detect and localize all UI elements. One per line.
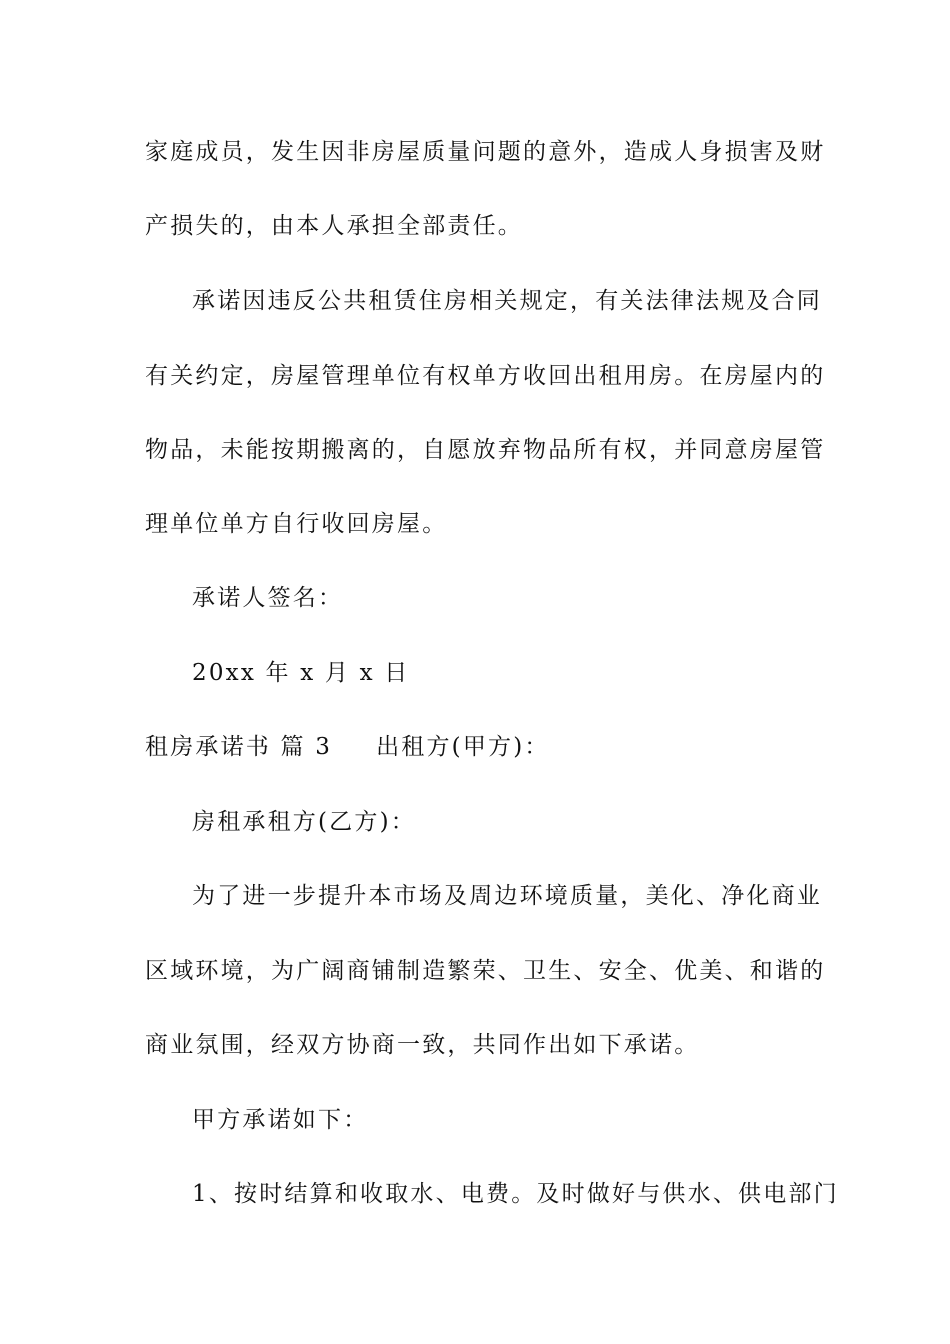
section-heading bbox=[145, 731, 550, 763]
paragraph-line: 物品，未能按期搬离的，自愿放弃物品所有权，并同意房屋管 bbox=[145, 437, 826, 463]
date-line: 20xx 年 x 月 x 日 bbox=[192, 660, 410, 686]
paragraph-line: 有关约定，房屋管理单位有权单方收回出租用房。在房屋内的 bbox=[145, 363, 826, 389]
paragraph-line: 1、按时结算和收取水、电费。及时做好与供水、供电部门 bbox=[192, 1181, 839, 1207]
paragraph-line: 甲方承诺如下： bbox=[192, 1107, 369, 1133]
lessor-label: 出租方(甲方)： bbox=[376, 734, 550, 760]
document-title: 租房承诺书 bbox=[145, 734, 271, 760]
lessee-label: 房租承租方(乙方)： bbox=[192, 809, 416, 835]
paragraph-line: 理单位单方自行收回房屋。 bbox=[145, 511, 448, 537]
paragraph-line: 产损失的，由本人承担全部责任。 bbox=[145, 213, 523, 239]
section-number: 篇 3 bbox=[280, 734, 333, 760]
signature-label: 承诺人签名： bbox=[192, 585, 344, 611]
paragraph-line: 家庭成员，发生因非房屋质量问题的意外，造成人身损害及财 bbox=[145, 139, 826, 165]
paragraph-line: 区域环境，为广阔商铺制造繁荣、卫生、安全、优美、和谐的 bbox=[145, 958, 826, 984]
paragraph-line: 承诺因违反公共租赁住房相关规定，有关法律法规及合同 bbox=[192, 288, 822, 314]
paragraph-line: 为了进一步提升本市场及周边环境质量，美化、净化商业 bbox=[192, 883, 822, 909]
paragraph-line: 商业氛围，经双方协商一致，共同作出如下承诺。 bbox=[145, 1032, 700, 1058]
